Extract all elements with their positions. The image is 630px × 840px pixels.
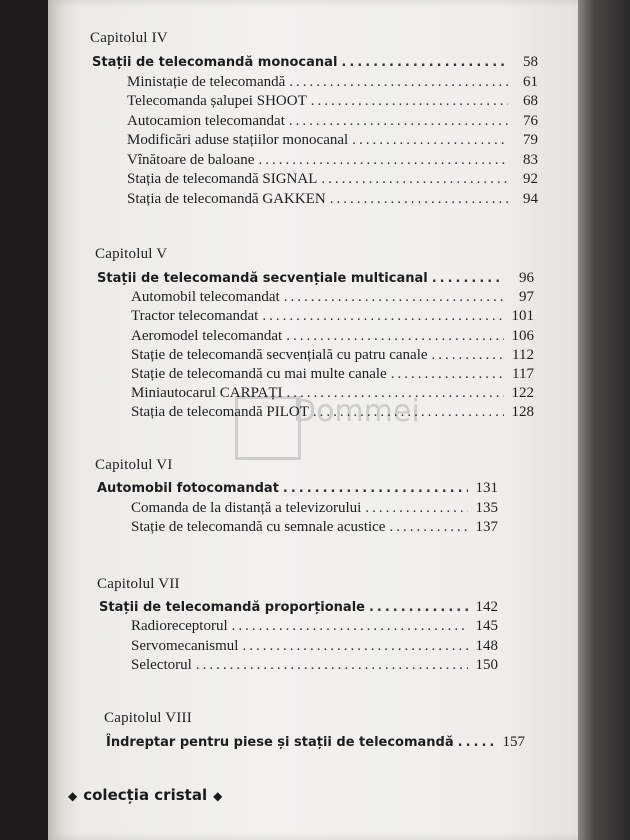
- toc-entry-title: Servomecanismul: [131, 637, 239, 654]
- dot-leader: [311, 91, 508, 111]
- toc-entry-title: Stația de telecomandă SIGNAL: [127, 171, 318, 187]
- toc-page-number: 157: [502, 734, 525, 750]
- toc-entry-row[interactable]: [127, 72, 538, 92]
- toc-entry-row[interactable]: [131, 345, 534, 365]
- toc-page-number: 68: [523, 93, 538, 109]
- toc-page-number: 128: [511, 404, 534, 421]
- toc-page-number: 142: [475, 599, 498, 615]
- dot-leader: [321, 169, 508, 189]
- dot-leader: [262, 306, 504, 326]
- toc-entry-title: Ministație de telecomandă: [127, 73, 286, 90]
- dot-leader: [341, 53, 508, 73]
- toc-entry-row[interactable]: [131, 383, 534, 403]
- diamond-icon-left: ◆: [68, 789, 78, 803]
- toc-page-number: 83: [523, 151, 538, 168]
- toc-entry-row[interactable]: [127, 91, 538, 111]
- toc-entry-title: Automobil fotocomandat: [97, 481, 279, 496]
- dot-leader: [432, 269, 504, 289]
- toc-page-number: 58: [523, 54, 538, 70]
- toc-entry-title: Stația de telecomandă GAKKEN: [127, 190, 326, 207]
- toc-entry-title: Radioreceptorul: [131, 618, 228, 635]
- toc-section-row[interactable]: [106, 732, 525, 753]
- toc-entry-row[interactable]: [127, 189, 538, 209]
- toc-entry-row[interactable]: [127, 169, 538, 189]
- toc-entry-title: Autocamion telecomandat: [127, 112, 285, 129]
- dot-leader: [232, 616, 468, 636]
- toc-entry-row[interactable]: [131, 517, 498, 537]
- dot-leader: [289, 72, 508, 92]
- dot-leader: [365, 498, 468, 518]
- toc-entry-title: Modificări aduse stațiilor monocanal: [127, 132, 349, 148]
- toc-entry-row[interactable]: [127, 150, 538, 170]
- toc-entry-row[interactable]: [131, 287, 534, 307]
- chapter-title: Capitolul VII: [97, 576, 180, 592]
- toc-entry-title: Stații de telecomandă monocanal: [92, 55, 338, 70]
- toc-entry-row[interactable]: [131, 402, 534, 422]
- toc-entry-title: Stația de telecomandă PILOT: [131, 404, 309, 421]
- dot-leader: [330, 189, 508, 209]
- toc-entry-row[interactable]: [131, 326, 534, 346]
- toc-page-number: 145: [475, 618, 498, 635]
- toc-page-number: 148: [475, 637, 498, 654]
- dot-leader: [369, 598, 468, 618]
- toc-entry-title: Vînătoare de baloane: [127, 151, 255, 168]
- toc-page-number: 92: [523, 171, 538, 187]
- toc-page-number: 131: [475, 480, 498, 496]
- dot-leader: [258, 150, 508, 170]
- toc-entry-title: Stație de telecomandă cu semnale acustice: [131, 519, 386, 535]
- dot-leader: [458, 733, 495, 753]
- toc-page-number: 97: [519, 289, 534, 306]
- toc-entry-title: Stație de telecomandă cu mai multe canale: [131, 366, 387, 382]
- diamond-icon-right: ◆: [213, 789, 223, 803]
- toc-page-number: 122: [511, 385, 534, 402]
- footer-series: [62, 786, 228, 804]
- toc-entry-title: Selectorul: [131, 656, 192, 673]
- dot-leader: [196, 655, 468, 675]
- toc-entry-row[interactable]: [127, 130, 538, 150]
- dot-leader: [313, 402, 504, 422]
- toc-page-number: 96: [519, 270, 534, 286]
- toc-entry-title: Tractor telecomandat: [131, 308, 259, 325]
- toc-entry-title: Aeromodel telecomandat: [131, 327, 283, 344]
- toc-entry-title: Îndreptar pentru piese și stații de telecomandă: [106, 735, 454, 750]
- watermark-text: Dommei: [293, 394, 420, 429]
- toc-section-row[interactable]: [97, 268, 534, 289]
- toc-page-number: 135: [475, 499, 498, 516]
- toc-entry-row[interactable]: [131, 636, 498, 656]
- toc-entry-title: Telecomanda șalupei SHOOT: [127, 93, 307, 109]
- dot-leader: [289, 111, 508, 131]
- chapter-title: Capitolul V: [95, 246, 168, 262]
- toc-entry-title: Stație de telecomandă secvențială cu patru canale: [131, 346, 428, 363]
- toc-page-number: 117: [512, 366, 534, 382]
- dot-leader: [352, 130, 508, 150]
- toc-entry-row[interactable]: [127, 111, 538, 131]
- toc-page-number: 112: [512, 346, 534, 363]
- chapter-title: Capitolul VI: [95, 457, 173, 473]
- toc-entry-row[interactable]: [131, 498, 498, 518]
- dot-leader: [391, 364, 504, 384]
- toc-page-number: 106: [511, 327, 534, 344]
- dot-leader: [389, 517, 468, 537]
- toc-entry-row[interactable]: [131, 306, 534, 326]
- toc-entry-title: Stații de telecomandă secvențiale multicanal: [97, 271, 428, 286]
- toc-entry-title: Stații de telecomandă proporționale: [99, 600, 365, 615]
- toc-entry-row[interactable]: [131, 616, 498, 636]
- toc-page-number: 94: [523, 190, 538, 207]
- toc-page-number: 137: [475, 519, 498, 535]
- dot-leader: [284, 287, 504, 307]
- dot-leader: [242, 636, 468, 656]
- dot-leader: [287, 383, 504, 403]
- toc-page-number: 101: [511, 308, 534, 325]
- toc-entry-row[interactable]: [131, 655, 498, 675]
- toc-page-number: 79: [523, 132, 538, 148]
- dot-leader: [432, 345, 504, 365]
- toc-page-number: 76: [523, 112, 538, 129]
- toc-entry-title: Comanda de la distanță a televizorului: [131, 499, 362, 516]
- dot-leader: [283, 479, 468, 499]
- chapter-title: Capitolul VIII: [104, 710, 192, 726]
- dot-leader: [286, 326, 504, 346]
- series-title: colecția cristal: [83, 786, 208, 804]
- chapter-title: Capitolul IV: [90, 30, 168, 46]
- toc-section-row[interactable]: [99, 597, 498, 618]
- toc-section-row[interactable]: [92, 52, 538, 73]
- toc-section-row[interactable]: [97, 478, 498, 499]
- toc-entry-title: Automobil telecomandat: [131, 289, 280, 306]
- toc-page-number: 150: [475, 656, 498, 673]
- toc-page-number: 61: [523, 73, 538, 90]
- toc-entry-title: Miniautocarul CARPAȚI: [131, 385, 283, 402]
- toc-entry-row[interactable]: [131, 364, 534, 384]
